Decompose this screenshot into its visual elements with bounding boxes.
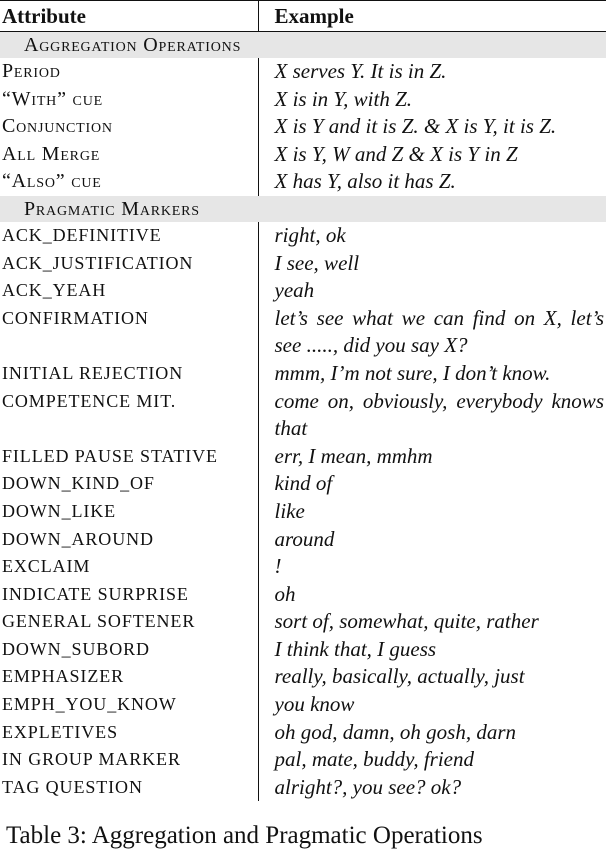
- attribute-cell: ACK_JUSTIFICATION: [0, 250, 258, 278]
- attribute-cell: COMPETENCE MIT.: [0, 388, 258, 443]
- table-row: [0, 746, 606, 774]
- attribute-cell: DOWN_SUBORD: [0, 636, 258, 664]
- section-title: Aggregation Operations: [0, 32, 606, 59]
- table-row: [0, 168, 606, 196]
- table-row: [0, 360, 606, 388]
- attribute-cell: EXCLAIM: [0, 553, 258, 581]
- example-cell: X has Y, also it has Z.: [274, 169, 456, 194]
- attribute-cell: INDICATE SURPRISE: [0, 581, 258, 609]
- attribute-cell: DOWN_LIKE: [0, 498, 258, 526]
- example-cell: let’s see what we can find on X, let’s see ....., did you say X?: [274, 305, 604, 358]
- table-row: [0, 470, 606, 498]
- attribute-cell: EXPLETIVES: [0, 719, 258, 747]
- header-attribute: Attribute: [0, 1, 258, 32]
- table-row: [0, 581, 606, 609]
- attribute-cell: ACK_YEAH: [0, 277, 258, 305]
- example-cell: I see, well: [274, 250, 360, 275]
- table-row: [0, 691, 606, 719]
- example-cell: around: [274, 526, 335, 551]
- table-row: [0, 719, 606, 747]
- table-row: [0, 774, 606, 802]
- attribute-cell: DOWN_KIND_OF: [0, 470, 258, 498]
- example-cell: I think that, I guess: [274, 636, 437, 661]
- attribute-cell: ACK_DEFINITIVE: [0, 222, 258, 250]
- table-row: [0, 443, 606, 471]
- table-row: [0, 553, 606, 581]
- table-row: [0, 222, 606, 250]
- attribute-cell: All Merge: [0, 141, 258, 169]
- attribute-cell: EMPHASIZER: [0, 663, 258, 691]
- table-header-row: [0, 1, 606, 32]
- table-row: [0, 526, 606, 554]
- example-cell: oh: [274, 581, 296, 606]
- attribute-cell: INITIAL REJECTION: [0, 360, 258, 388]
- example-cell: kind of: [274, 471, 333, 496]
- attribute-cell: FILLED PAUSE STATIVE: [0, 443, 258, 471]
- section-header-row: [0, 32, 606, 59]
- example-cell: alright?, you see? ok?: [274, 774, 462, 799]
- attribute-cell: DOWN_AROUND: [0, 526, 258, 554]
- table-row: [0, 58, 606, 86]
- attribute-cell: “With” cue: [0, 86, 258, 114]
- attribute-cell: Conjunction: [0, 113, 258, 141]
- attribute-cell: EMPH_YOU_KNOW: [0, 691, 258, 719]
- example-cell: X is Y and it is Z. & X is Y, it is Z.: [274, 114, 557, 139]
- table-caption: Table 3: Aggregation and Pragmatic Operations: [6, 822, 483, 849]
- example-cell: oh god, damn, oh gosh, darn: [274, 719, 517, 744]
- example-cell: mmm, I’m not sure, I don’t know.: [274, 360, 551, 385]
- table-row: [0, 608, 606, 636]
- section-title: Pragmatic Markers: [0, 196, 606, 222]
- example-cell: pal, mate, buddy, friend: [274, 747, 474, 772]
- example-cell: sort of, somewhat, quite, rather: [274, 609, 539, 634]
- example-cell: err, I mean, mmhm: [274, 443, 433, 468]
- example-cell: !: [274, 554, 282, 579]
- table-row: [0, 250, 606, 278]
- example-cell: you know: [274, 692, 355, 717]
- example-cell: X is Y, W and Z & X is Y in Z: [274, 141, 518, 166]
- table-row: [0, 663, 606, 691]
- attribute-cell: GENERAL SOFTENER: [0, 608, 258, 636]
- example-cell: like: [274, 498, 305, 523]
- table-body: [0, 32, 606, 802]
- example-cell: X is in Y, with Z.: [274, 86, 413, 111]
- section-header-row: [0, 196, 606, 222]
- attribute-cell: IN GROUP MARKER: [0, 746, 258, 774]
- example-cell: X serves Y. It is in Z.: [274, 59, 447, 83]
- table-row: [0, 636, 606, 664]
- table-row: [0, 277, 606, 305]
- attribute-cell: “Also” cue: [0, 168, 258, 196]
- example-cell: right, ok: [274, 222, 346, 247]
- attribute-cell: TAG QUESTION: [0, 774, 258, 802]
- attribute-cell: CONFIRMATION: [0, 305, 258, 360]
- example-cell: come on, obviously, everybody knows that: [274, 388, 604, 441]
- table-row: [0, 86, 606, 114]
- table-row: [0, 141, 606, 169]
- table-row: [0, 305, 606, 360]
- example-cell: yeah: [274, 278, 315, 303]
- header-example: Example: [258, 1, 606, 32]
- attribute-cell: Period: [0, 58, 258, 86]
- table-row: [0, 113, 606, 141]
- table-row: [0, 388, 606, 443]
- example-cell: really, basically, actually, just: [274, 664, 525, 689]
- table-row: [0, 498, 606, 526]
